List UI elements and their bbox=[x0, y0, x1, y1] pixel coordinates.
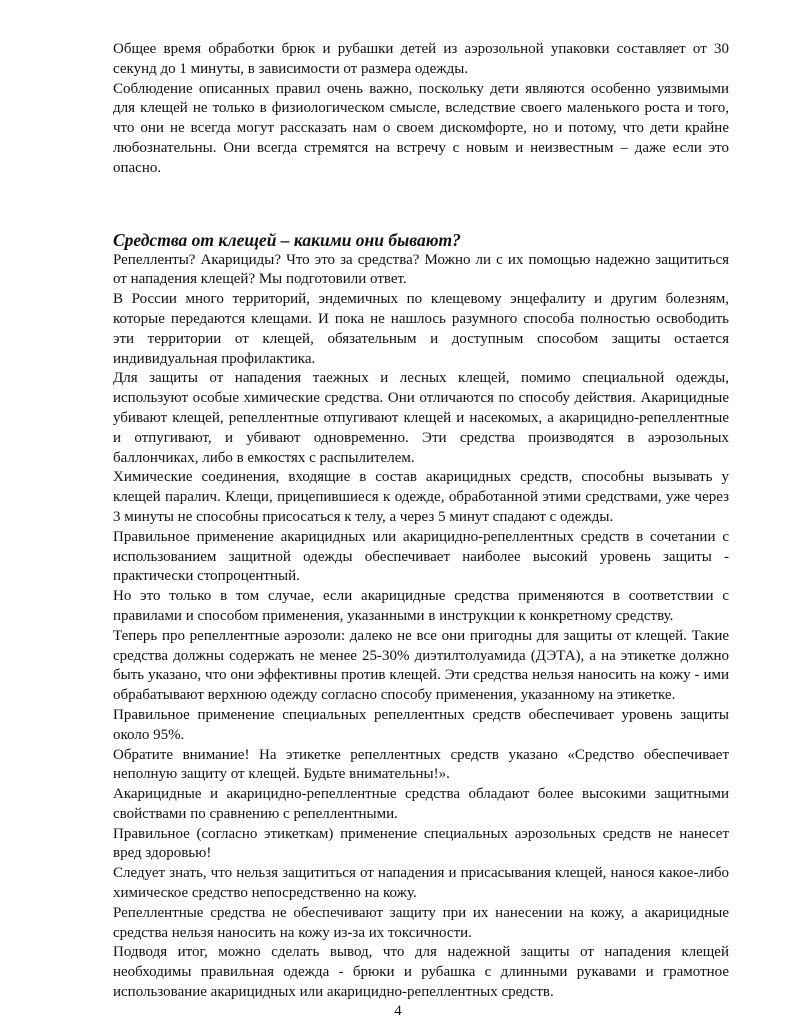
paragraph: Теперь про репеллентные аэрозоли: далеко не все они пригодны для защиты от клещей. Такие средства должны содержать не менее 25-30% диэтилтолуамида (ДЭТА), а на этикетке должно быть указано, что они эффективны против клещей. Эти средства нельзя наносить на кожу - ими обрабатывают верхнюю одежду согласно способу применения, указанному на этикетке. bbox=[113, 627, 729, 704]
paragraph: Правильное применение акарицидных или акарицидно-репеллентных средств в сочетании с использованием защитной одежды обеспечивает наиболее высокий уровень защиты - практически стопроцентный. bbox=[113, 528, 729, 585]
paragraph: В России много территорий, эндемичных по клещевому энцефалиту и другим болезням, которые передаются клещами. И пока не нашлось разумного способа полностью освободить эти территории от клещей, обязательным и доступным способом защиты остается индивидуальная профилактика. bbox=[113, 291, 729, 367]
paragraph: Обратите внимание! На этикетке репеллентных средств указано «Средство обеспечивает неполную защиту от клещей. Будьте внимательны!». bbox=[113, 746, 729, 783]
paragraph: Правильное применение специальных репеллентных средств обеспечивает уровень защиты около 95%. bbox=[113, 706, 729, 743]
paragraph: Следует знать, что нельзя защититься от нападения и присасывания клещей, нанося какое-либо химическое средство непосредственно на кожу. bbox=[113, 865, 729, 902]
paragraph: Репеллентные средства не обеспечивают защиту при их нанесении на кожу, а акарицидные средства нельзя наносить на кожу из-за их токсичности. bbox=[113, 904, 729, 941]
paragraph: Репелленты? Акарициды? Что это за средства? Можно ли с их помощью надежно защититься от нападения клещей? Мы подготовили ответ. bbox=[113, 251, 729, 288]
intro-block bbox=[113, 40, 729, 179]
document-page bbox=[113, 40, 729, 1003]
section-body bbox=[113, 251, 729, 1003]
paragraph: Но это только в том случае, если акарицидные средства применяются в соответствии с правилами и способом применения, указанными в инструкции к конкретному средству. bbox=[113, 588, 729, 624]
paragraph: Подводя итог, можно сделать вывод, что для надежной защиты от нападения клещей необходимы правильная одежда - брюки и рубашка с длинными рукавами и грамотное использование акарицидных или акарицидно-репеллентных средств. bbox=[113, 944, 729, 1001]
paragraph: Соблюдение описанных правил очень важно, поскольку дети являются особенно уязвимыми для клещей не только в физиологическом смысле, вследствие своего маленького роста и того, что они не всегда могут рассказать нам о своем дискомфорте, но и потому, что дети крайне любознательны. Они всегда стремятся на встречу с новым и неизвестным – даже если это опасно. bbox=[113, 80, 729, 176]
paragraph: Правильное (согласно этикеткам) применение специальных аэрозольных средств не нанесет вред здоровью! bbox=[113, 825, 729, 862]
paragraph: Общее время обработки брюк и рубашки детей из аэрозольной упаковки составляет от 30 секунд до 1 минуты, в зависимости от размера одежды. bbox=[113, 41, 729, 77]
page-number: 4 bbox=[394, 1003, 402, 1019]
paragraph: Акарицидные и акарицидно-репеллентные средства обладают более высокими защитными свойствами по сравнению с репеллентными. bbox=[113, 786, 729, 822]
paragraph: Для защиты от нападения таежных и лесных клещей, помимо специальной одежды, используют особые химические средства. Они отличаются по способу действия. Акарицидные убивают клещей, репеллентные отпугивают клещей и насекомых, а акарицидно-репеллентные и отпугивают, и убивают одновременно. Эти средства производятся в аэрозольных баллончиках, либо в емкостях с распылителем. bbox=[113, 370, 729, 466]
section-heading: Средства от клещей – какими они бывают? bbox=[113, 229, 461, 250]
paragraph: Химические соединения, входящие в состав акарицидных средств, способны вызывать у клещей паралич. Клещи, прицепившиеся к одежде, обработанной этими средствами, уже через 3 минуты не способны присосаться к телу, а через 5 минут спадают с одежды. bbox=[113, 469, 729, 525]
